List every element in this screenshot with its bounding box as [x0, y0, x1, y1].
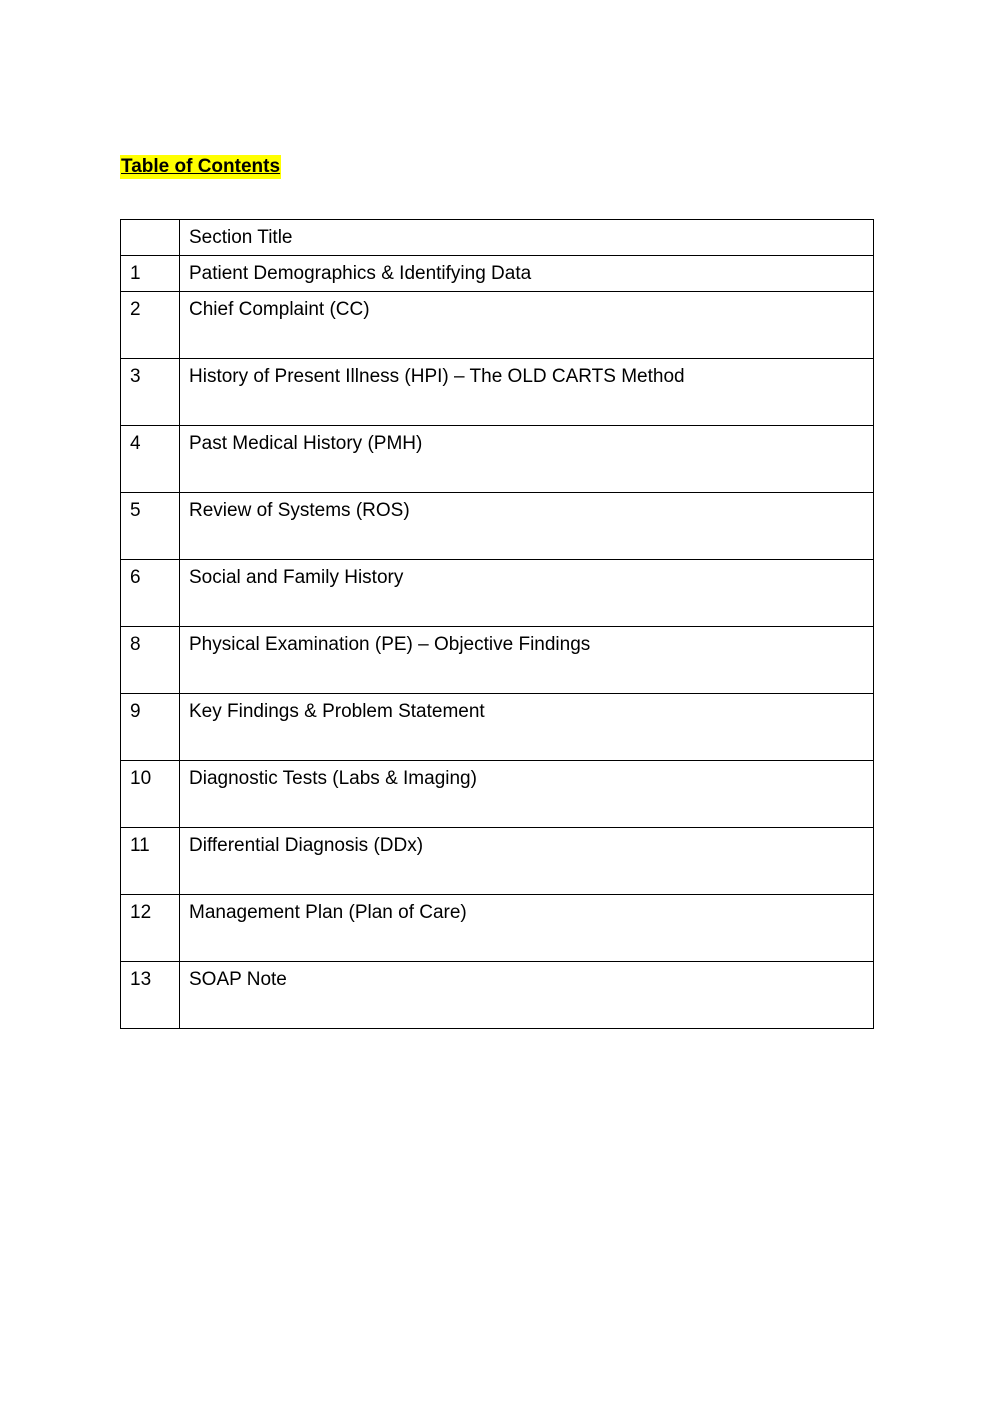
- row-number: 4: [121, 426, 180, 493]
- table-header-row: [121, 220, 874, 256]
- row-number: 9: [121, 694, 180, 761]
- row-title: Patient Demographics & Identifying Data: [180, 256, 874, 292]
- row-number: 1: [121, 256, 180, 292]
- row-number: 10: [121, 761, 180, 828]
- row-number: 13: [121, 962, 180, 1029]
- header-number-cell: [121, 220, 180, 256]
- header-title-cell: Section Title: [180, 220, 874, 256]
- row-title: Past Medical History (PMH): [180, 426, 874, 493]
- row-title: Review of Systems (ROS): [180, 493, 874, 560]
- table-row: [121, 292, 874, 359]
- row-number: 2: [121, 292, 180, 359]
- row-title: Social and Family History: [180, 560, 874, 627]
- row-number: 5: [121, 493, 180, 560]
- table-row: [121, 426, 874, 493]
- table-row: [121, 828, 874, 895]
- row-title: Key Findings & Problem Statement: [180, 694, 874, 761]
- table-row: [121, 694, 874, 761]
- table-row: [121, 761, 874, 828]
- row-title: History of Present Illness (HPI) – The OLD CARTS Method: [180, 359, 874, 426]
- row-number: 8: [121, 627, 180, 694]
- table-row: [121, 256, 874, 292]
- row-title: Management Plan (Plan of Care): [180, 895, 874, 962]
- table-row: [121, 627, 874, 694]
- row-number: 3: [121, 359, 180, 426]
- row-title: Diagnostic Tests (Labs & Imaging): [180, 761, 874, 828]
- table-row: [121, 895, 874, 962]
- table-row: [121, 560, 874, 627]
- document-title: Table of Contents: [121, 156, 281, 177]
- row-number: 12: [121, 895, 180, 962]
- row-number: 6: [121, 560, 180, 627]
- table-row: [121, 359, 874, 426]
- row-title: Differential Diagnosis (DDx): [180, 828, 874, 895]
- row-title: Chief Complaint (CC): [180, 292, 874, 359]
- row-title: Physical Examination (PE) – Objective Findings: [180, 627, 874, 694]
- table-row: [121, 493, 874, 560]
- table-row: [121, 962, 874, 1029]
- toc-table: [120, 219, 874, 1029]
- row-title: SOAP Note: [180, 962, 874, 1029]
- row-number: 11: [121, 828, 180, 895]
